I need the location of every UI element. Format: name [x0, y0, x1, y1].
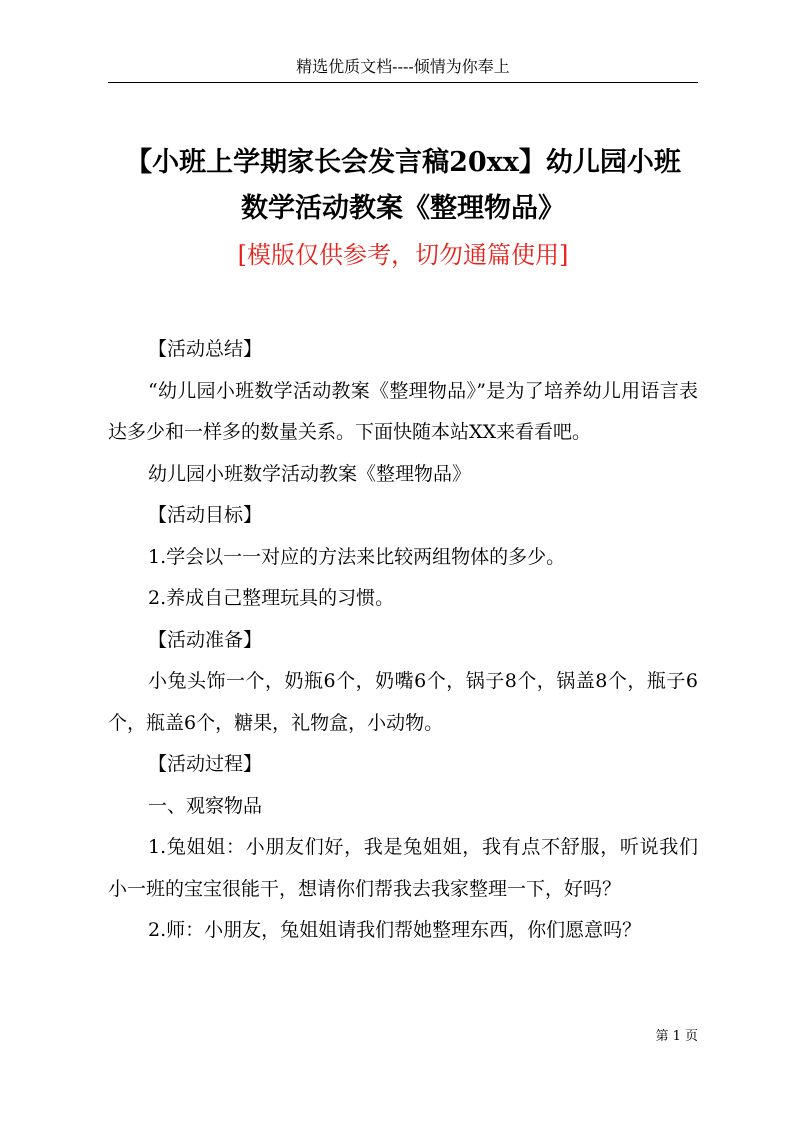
paragraph-step-heading: 一、观察物品	[148, 794, 263, 817]
paragraph-intro: “幼儿园小班数学活动教案《整理物品》”是为了培养幼儿用语言表达多少和一样多的数量关系。下面快随本站XX来看看吧。	[108, 379, 698, 443]
template-notice: [模版仅供参考，切勿通篇使用]	[237, 241, 569, 269]
document-body	[108, 329, 698, 952]
paragraph-step-1: 1.兔姐姐：小朋友们好，我是兔姐姐，我有点不舒服，听说我们小一班的宝宝很能干，想请你们帮我去我家整理一下，好吗？	[108, 836, 698, 900]
section-heading-process: 【活动过程】	[148, 753, 263, 775]
paragraph-goal-1: 1.学会以一一对应的方法来比较两组物体的多少。	[148, 545, 566, 568]
paragraph-materials: 小兔头饰一个，奶瓶6个，奶嘴6个，锅子8个，锅盖8个，瓶子6个，瓶盖6个，糖果，礼物盒，小动物。	[108, 670, 698, 734]
paragraph-goal-2: 2.养成自己整理玩具的习惯。	[148, 587, 395, 609]
section-heading-preparation: 【活动准备】	[148, 628, 263, 651]
section-heading-summary: 【活动总结】	[148, 338, 263, 360]
title-line-1: 【小班上学期家长会发言稿20xx】幼儿园小班	[125, 147, 681, 178]
paragraph-lesson-title: 幼儿园小班数学活动教案《整理物品》	[148, 462, 472, 485]
section-heading-goals: 【活动目标】	[148, 504, 263, 526]
header-divider	[108, 82, 698, 83]
paragraph-step-2: 2.师：小朋友，兔姐姐请我们帮她整理东西，你们愿意吗？	[148, 919, 642, 941]
page-header: 精选优质文档----倾情为你奉上	[296, 57, 510, 76]
title-line-2: 数学活动教案《整理物品》	[241, 193, 565, 224]
page-number: 第 1 页	[655, 1029, 698, 1044]
document-title	[108, 140, 698, 232]
